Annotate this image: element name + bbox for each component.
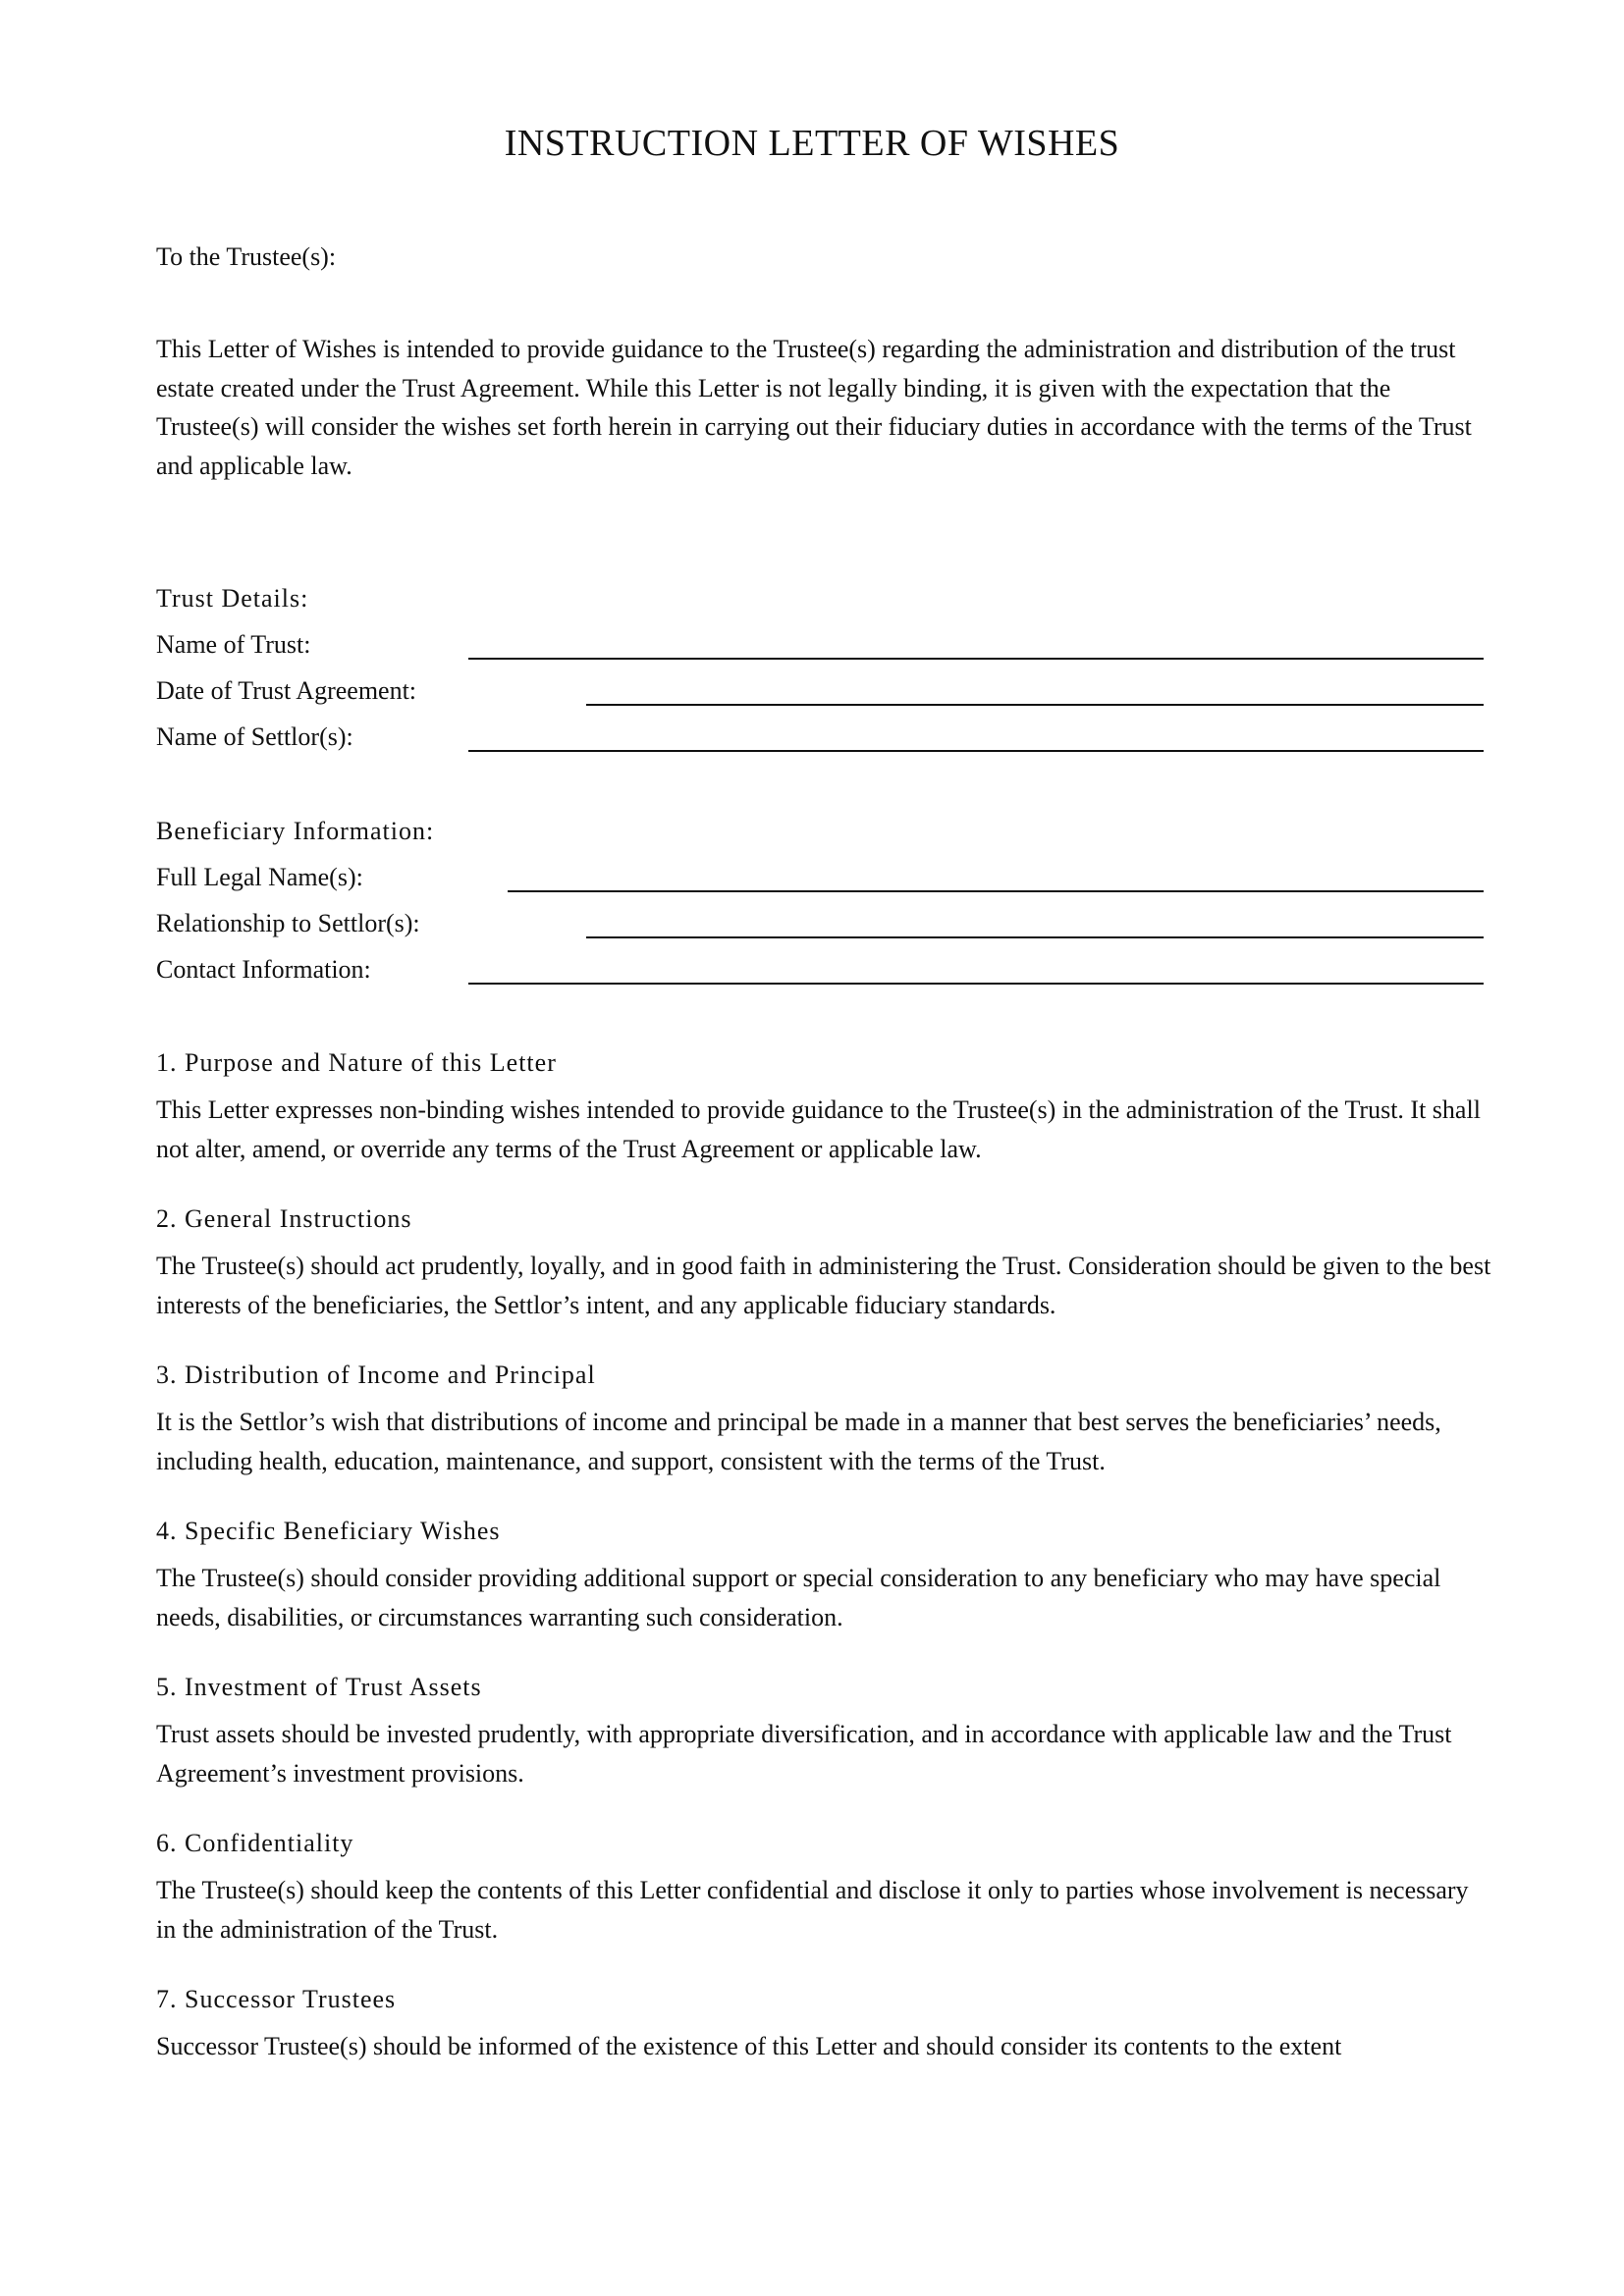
section-body: It is the Settlor’s wish that distributions of income and principal be made in a manner that best serves the beneficiaries’ needs, including health, education, maintenance, and support, consistent with the terms of the Trust. [156,1408,1441,1475]
date-of-trust-agreement-input-line[interactable] [586,704,1484,706]
full-legal-names-input-line[interactable] [508,890,1484,892]
section-confidentiality [156,1824,1491,1949]
field-label: Full Legal Name(s): [156,863,363,891]
trust-details-heading: Trust Details: [156,584,309,613]
section-body: The Trustee(s) should keep the contents of this Letter confidential and disclose it only to parties whose involvement is necessary in the administration of the Trust. [156,1876,1469,1944]
field-label: Relationship to Settlor(s): [156,909,420,937]
section-heading: 4. Specific Beneficiary Wishes [156,1517,501,1545]
section-body: The Trustee(s) should act prudently, loyally, and in good faith in administering the Trust. Consideration should be given to the best interests of the beneficiaries, the Settlor’s intent, and any applicable fiduciary standards. [156,1252,1491,1319]
field-date-of-trust-agreement[interactable] [156,671,1484,711]
field-relationship-to-settlors[interactable] [156,904,1484,943]
field-full-legal-names[interactable] [156,858,1484,897]
name-of-settlors-input-line[interactable] [468,750,1484,752]
beneficiary-info-heading: Beneficiary Information: [156,817,435,845]
field-label: Name of Settlor(s): [156,722,353,751]
contact-information-input-line[interactable] [468,983,1484,985]
section-heading: 1. Purpose and Nature of this Letter [156,1048,557,1077]
section-general-instructions [156,1200,1491,1324]
field-label: Name of Trust: [156,630,311,659]
field-label: Contact Information: [156,955,371,984]
field-contact-information[interactable] [156,950,1484,989]
name-of-trust-input-line[interactable] [468,658,1484,660]
document-title: INSTRUCTION LETTER OF WISHES [504,123,1120,164]
section-distribution [156,1356,1491,1480]
section-body: The Trustee(s) should consider providing additional support or special consideration to any beneficiary who may have special needs, disabilities, or circumstances warranting such consideration. [156,1564,1441,1631]
section-heading: 2. General Instructions [156,1204,412,1233]
section-specific-beneficiary-wishes [156,1512,1491,1636]
field-name-of-settlors[interactable] [156,718,1484,757]
section-heading: 6. Confidentiality [156,1829,354,1857]
section-body: This Letter expresses non-binding wishes intended to provide guidance to the Trustee(s) in the administration of the Trust. It shall not alter, amend, or override any terms of the Trust Agreement or applicable law. [156,1095,1481,1163]
section-body: Successor Trustee(s) should be informed of the existence of this Letter and should consider its contents to the extent [156,2032,1342,2060]
field-name-of-trust[interactable] [156,625,1484,665]
salutation: To the Trustee(s): [156,242,337,271]
section-body: Trust assets should be invested prudently, with appropriate diversification, and in accordance with applicable law and the Trust Agreement’s investment provisions. [156,1720,1452,1788]
section-investment [156,1668,1491,1792]
section-successor-trustees [156,1980,1491,2066]
section-heading: 5. Investment of Trust Assets [156,1673,482,1701]
section-purpose-and-nature [156,1043,1491,1168]
field-label: Date of Trust Agreement: [156,676,417,705]
relationship-to-settlors-input-line[interactable] [586,936,1484,938]
section-heading: 3. Distribution of Income and Principal [156,1361,596,1389]
intro-paragraph: This Letter of Wishes is intended to provide guidance to the Trustee(s) regarding the administration and distribution of the trust estate created under the Trust Agreement. While this Letter is not legally binding, it is given with the expectation that the Trustee(s) will consider the wishes set forth herein in carrying out their fiduciary duties in accordance with the terms of the Trust and applicable law. [156,335,1472,480]
section-heading: 7. Successor Trustees [156,1985,397,2013]
